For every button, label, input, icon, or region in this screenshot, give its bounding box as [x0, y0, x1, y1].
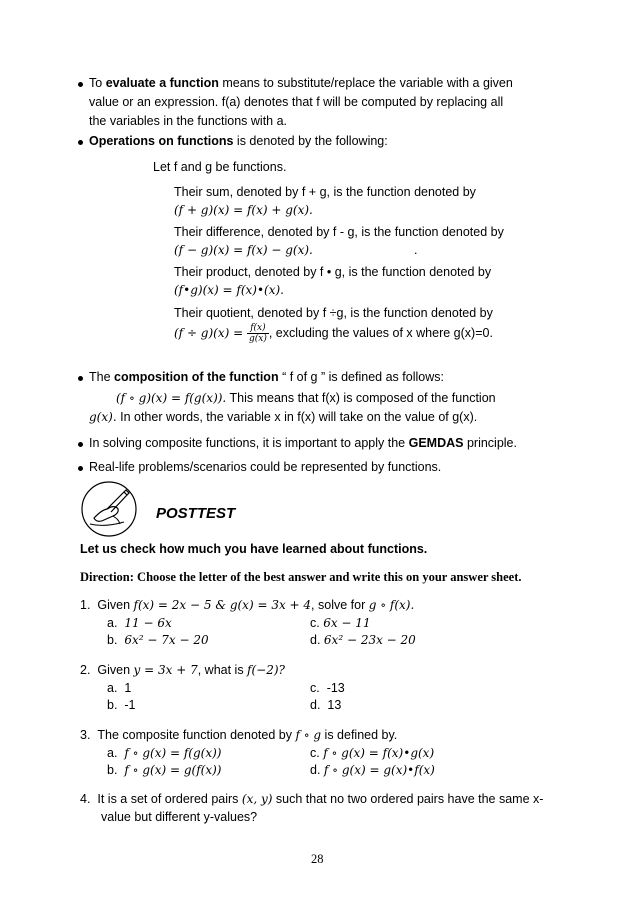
question-3: 3. The composite function denoted by f ∘ g is defined by.	[80, 728, 398, 742]
quotient-text: Their quotient, denoted by f ÷g, is the function denoted by	[174, 306, 493, 320]
product-text: Their product, denoted by f • g, is the function denoted by	[174, 265, 492, 279]
q3-option-a[interactable]: a. f ∘ g(x) = f(g(x))	[107, 746, 222, 760]
question-4: 4. It is a set of ordered pairs (x, y) such that no two ordered pairs have the same x-	[80, 792, 544, 806]
q2-option-d[interactable]: d. 13	[310, 698, 342, 712]
hand-writing-icon	[80, 480, 138, 538]
bullet-gemdas: In solving composite functions, it is important to apply the GEMDAS principle.	[89, 436, 517, 450]
q2-option-c[interactable]: c. -13	[310, 681, 345, 695]
bullet-operations: Operations on functions is denoted by the following:	[89, 134, 388, 148]
operations-intro: Let f and g be functions.	[153, 160, 287, 174]
evaluate-line-3: the variables in the functions with a.	[89, 114, 288, 128]
quotient-fraction: $\frac{f(x)}{g(x)}$	[248, 323, 267, 344]
q3-option-c[interactable]: c. f ∘ g(x) = f(x)•g(x)	[310, 746, 435, 760]
page-number: 28	[311, 852, 324, 866]
composition-line-3: g(x). In other words, the variable x in f(x) will take on the value of g(x).	[89, 410, 478, 424]
difference-dot: .	[414, 243, 418, 257]
difference-text: Their difference, denoted by f - g, is the function denoted by	[174, 225, 504, 239]
posttest-title: POSTTEST	[156, 505, 236, 522]
quotient-formula: (f ÷ g)(x) = $\frac{f(x)}{g(x)}$ , excluding the values of x where g(x)=0.	[174, 323, 493, 344]
bullet-real-life: Real-life problems/scenarios could be represented by functions.	[89, 460, 442, 474]
sum-formula: (f + g)(x) = f(x) + g(x).	[174, 203, 313, 217]
q3-option-d[interactable]: d. f ∘ g(x) = g(x)•f(x)	[310, 763, 435, 777]
posttest-subtitle: Let us check how much you have learned about functions.	[80, 542, 428, 556]
question-1: 1. Given f(x) = 2x − 5 & g(x) = 3x + 4, solve for g ∘ f(x).	[80, 598, 415, 612]
gemdas-term: GEMDAS	[408, 436, 464, 450]
q2-option-b[interactable]: b. -1	[107, 698, 136, 712]
q3-option-b[interactable]: b. f ∘ g(x) = g(f(x))	[107, 763, 222, 777]
operations-term: Operations on functions	[89, 134, 234, 148]
difference-formula: (f − g)(x) = f(x) − g(x).	[174, 243, 313, 257]
bullet-composition: The composition of the function “ f of g ” is defined as follows:	[89, 370, 444, 384]
question-2: 2. Given y = 3x + 7, what is f(−2)?	[80, 663, 285, 677]
bullet-evaluate: To evaluate a function means to substitute/replace the variable with a given	[89, 76, 513, 90]
q2-option-a[interactable]: a. 1	[107, 681, 132, 695]
sum-text: Their sum, denoted by f + g, is the function denoted by	[174, 185, 476, 199]
product-formula: (f•g)(x) = f(x)•(x).	[174, 283, 284, 297]
composition-line-2: (f ∘ g)(x) = f(g(x)). This means that f(x) is composed of the function	[116, 391, 496, 405]
question-4-line-2: value but different y-values?	[101, 810, 258, 824]
q1-option-b[interactable]: b. 6x² − 7x − 20	[107, 633, 209, 647]
q1-option-c[interactable]: c. 6x − 11	[310, 616, 371, 630]
posttest-direction: Direction: Choose the letter of the best answer and write this on your answer sheet.	[80, 570, 522, 584]
evaluate-term: evaluate a function	[105, 76, 219, 90]
evaluate-line-2: value or an expression. f(a) denotes that f will be computed by replacing all	[89, 95, 504, 109]
composition-term: composition of the function	[114, 370, 279, 384]
q1-option-a[interactable]: a. 11 − 6x	[107, 616, 172, 630]
q1-option-d[interactable]: d. 6x² − 23x − 20	[310, 633, 416, 647]
